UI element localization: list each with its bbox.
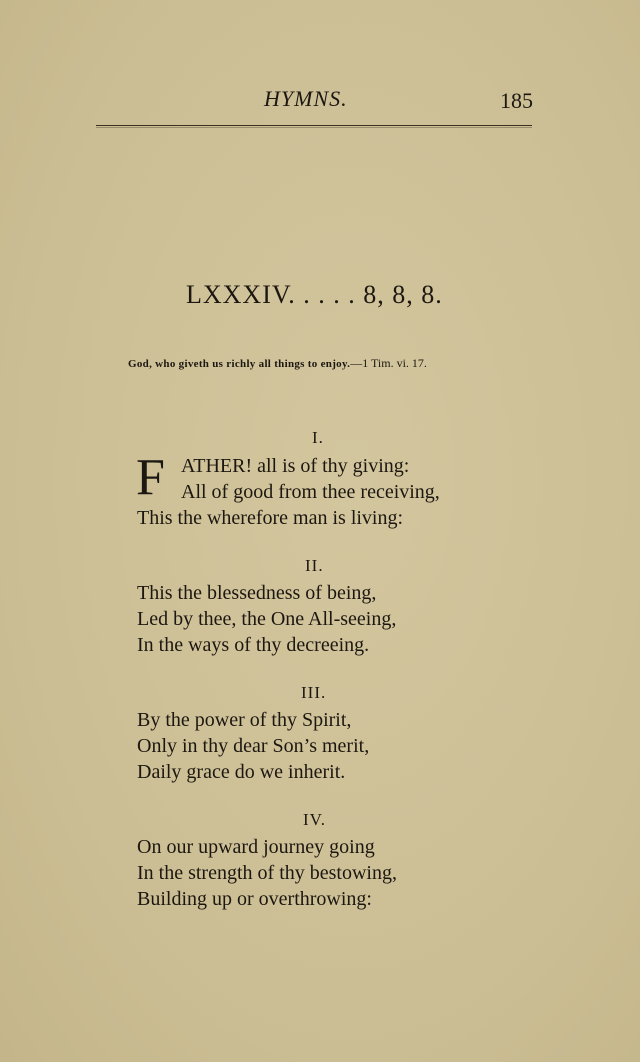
hymn-title: LXXXIV. . . . . 8, 8, 8. — [186, 280, 443, 309]
stanza-number-3: III. — [301, 683, 327, 702]
drop-cap: F — [136, 449, 165, 506]
epigraph — [128, 356, 427, 371]
epigraph-reference: —1 Tim. vi. 17. — [350, 356, 427, 370]
verse-line: Only in thy dear Son’s merit, — [137, 735, 370, 757]
verse-line: Led by thee, the One All-seeing, — [137, 608, 397, 630]
stanza-number-2: II. — [305, 556, 324, 575]
running-head: HYMNS. — [264, 86, 348, 111]
header-rule — [96, 125, 532, 126]
verse-line: This the blessedness of being, — [137, 582, 377, 604]
verse-line: Building up or overthrowing: — [137, 888, 372, 910]
verse-line: ATHER! all is of thy giving: — [181, 455, 410, 477]
verse-line: All of good from thee receiving, — [181, 481, 440, 503]
verse-line: On our upward journey going — [137, 836, 375, 858]
verse-line: This the wherefore man is living: — [137, 507, 404, 529]
stanza-number-1: I. — [312, 428, 324, 447]
verse-line: Daily grace do we inherit. — [137, 761, 346, 783]
verse-line: In the ways of thy decreeing. — [137, 634, 370, 656]
stanza-number-4: IV. — [303, 810, 326, 829]
verse-line: In the strength of thy bestowing, — [137, 862, 397, 884]
verse-line: By the power of thy Spirit, — [137, 709, 352, 731]
epigraph-text: God, who giveth us richly all things to enjoy. — [128, 358, 351, 370]
page-number: 185 — [500, 88, 533, 113]
